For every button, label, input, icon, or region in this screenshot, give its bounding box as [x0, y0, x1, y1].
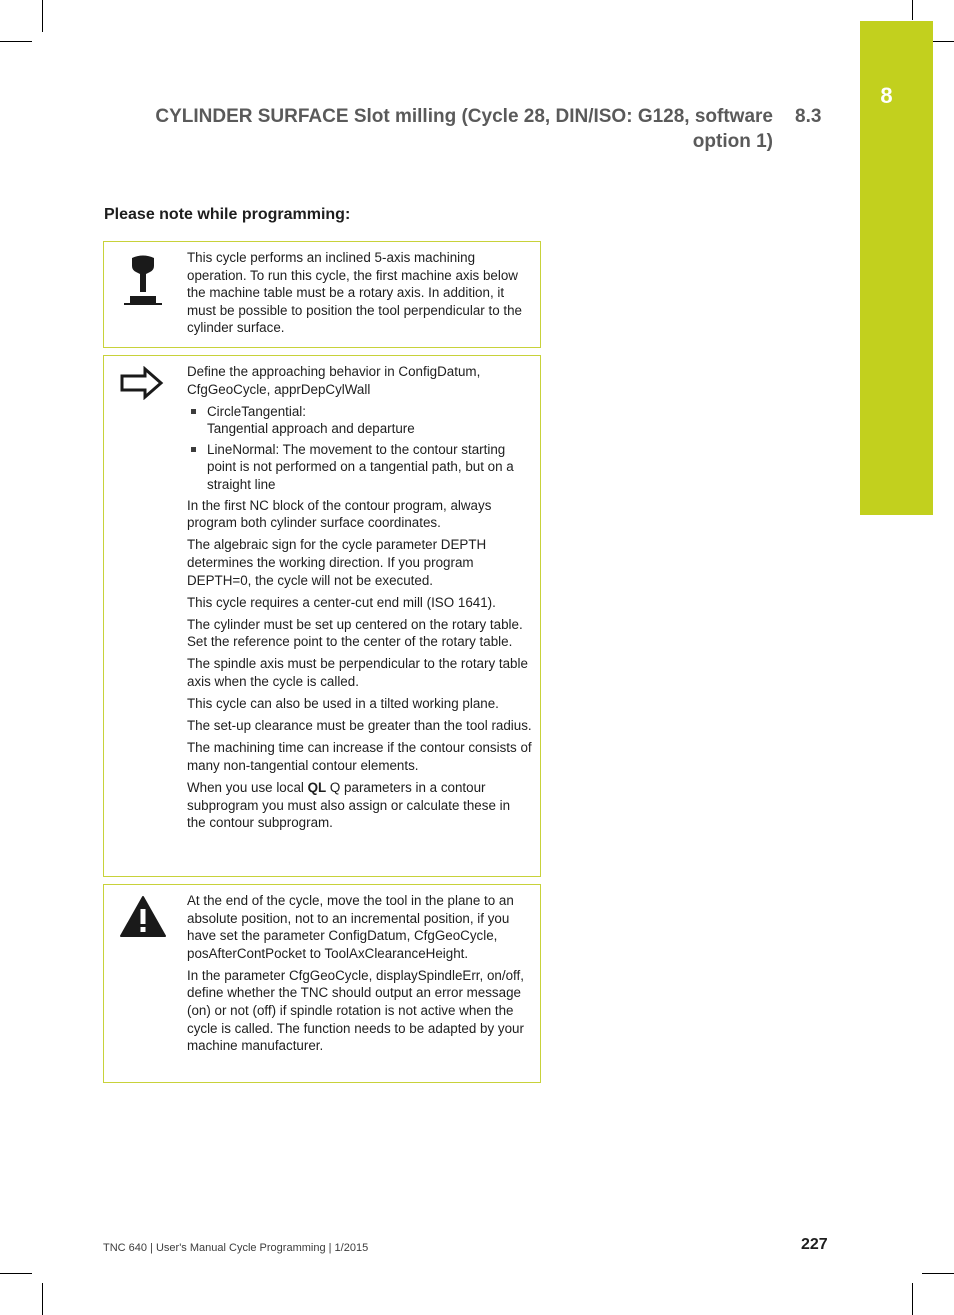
chapter-tab	[860, 21, 933, 515]
warning-icon	[119, 895, 169, 945]
note-text	[187, 363, 532, 836]
note-text	[187, 249, 532, 341]
crop-mark	[42, 0, 43, 32]
text-run: When you use local	[187, 779, 308, 795]
list-item	[187, 403, 532, 438]
machine-tool-icon	[122, 254, 172, 304]
note-paragraph: At the end of the cycle, move the tool in the plane to an absolute position, not to an incremental position, if you have set the parameter ConfigDatum, CfgGeoCycle, posAfterContPocket to ToolAxClearanceHeight.	[187, 893, 514, 961]
note-box-machine	[103, 241, 541, 348]
note-paragraph: The set-up clearance must be greater than the tool radius.	[187, 718, 532, 734]
note-paragraph: The algebraic sign for the cycle parameter DEPTH determines the working direction. If you program DEPTH=0, the cycle will not be executed.	[187, 537, 487, 588]
footer-text: TNC 640 | User's Manual Cycle Programming | 1/2015	[103, 1242, 369, 1254]
note-paragraph: The spindle axis must be perpendicular to the rotary table axis when the cycle is called.	[187, 656, 528, 689]
section-heading: Please note while programming:	[104, 206, 351, 223]
crop-mark	[912, 0, 913, 20]
note-paragraph: In the first NC block of the contour program, always program both cylinder surface coordinates.	[187, 497, 492, 531]
crop-mark	[912, 1283, 913, 1315]
bullet-list	[187, 403, 532, 494]
list-item-line1: CircleTangential:	[207, 403, 306, 419]
page-title-line2: option 1)	[692, 131, 773, 152]
note-text	[187, 892, 532, 1059]
note-paragraph: In the parameter CfgGeoCycle, displaySpindleErr, on/off, define whether the TNC should output an error message (on) or not (off) if spindle rotation is not active when the cycle is called. The function needs to be adapted by your machine manufacturer.	[187, 967, 524, 1054]
list-item	[187, 441, 532, 494]
list-item-line1: LineNormal: The movement to the contour starting point is not performed on a tangential path, but on a straight line	[207, 441, 514, 493]
note-paragraph: The cylinder must be set up centered on the rotary table. Set the reference point to the center of the rotary table.	[187, 616, 523, 650]
note-paragraph: The machining time can increase if the contour consists of many non-tangential contour elements.	[187, 740, 532, 773]
note-box-warning	[103, 884, 541, 1083]
note-paragraph: This cycle requires a center-cut end mill (ISO 1641).	[187, 594, 496, 610]
page-number: 227	[801, 1236, 828, 1253]
page-title-line1: CYLINDER SURFACE Slot milling (Cycle 28, DIN/ISO: G128, software	[155, 106, 773, 127]
bullet-icon	[191, 447, 196, 452]
note-paragraph: This cycle performs an inclined 5-axis machining operation. To run this cycle, the first machine axis below the machine table must be a rotary axis. In addition, it must be possible to position the tool perpendicular to the cylinder surface.	[187, 250, 522, 336]
text-run: Q parameters in a contour subprogram you must also assign or calculate these in the contour subprogram.	[187, 779, 511, 831]
note-paragraph: Define the approaching behavior in ConfigDatum, CfgGeoCycle, apprDepCylWall	[187, 364, 481, 397]
note-box-info	[103, 355, 541, 877]
arrow-right-icon	[119, 366, 169, 416]
note-paragraph: This cycle can also be used in a tilted working plane.	[187, 696, 499, 712]
chapter-number: 8	[880, 83, 893, 108]
page-title	[100, 104, 773, 154]
bullet-icon	[191, 409, 196, 414]
bold-term: QL	[307, 779, 327, 795]
list-item-line2: Tangential approach and departure	[207, 421, 415, 437]
crop-mark	[0, 1273, 32, 1274]
note-paragraph	[187, 779, 532, 832]
crop-mark	[42, 1283, 43, 1315]
section-number: 8.3	[795, 106, 822, 127]
crop-mark	[922, 1273, 954, 1274]
crop-mark	[0, 41, 32, 42]
